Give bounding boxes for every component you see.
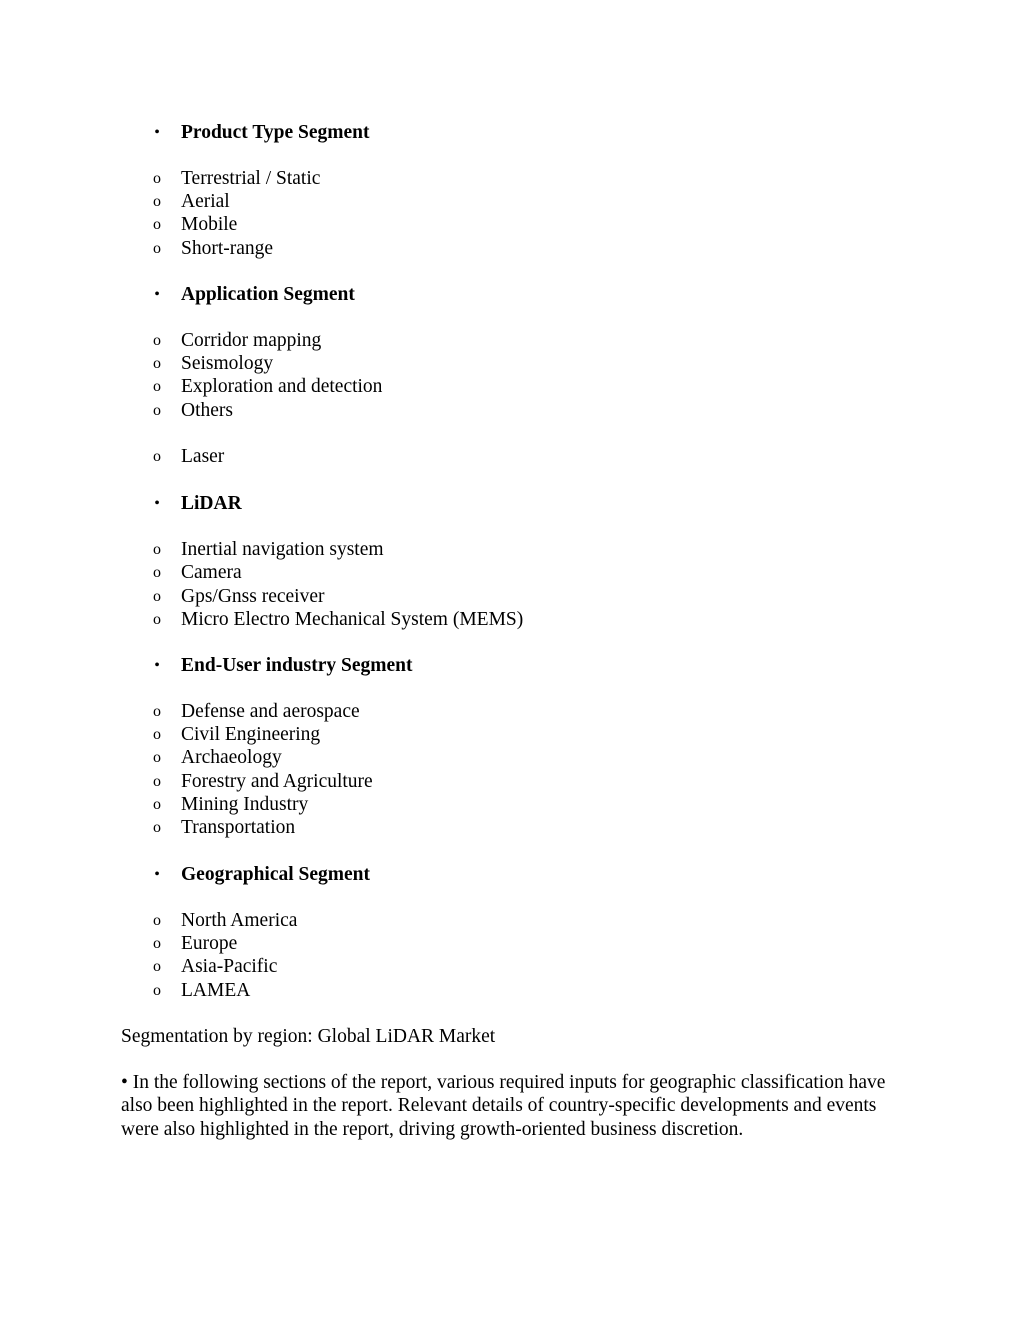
bullet-icon: • xyxy=(154,124,160,141)
region-line: Segmentation by region: Global LiDAR Market xyxy=(121,1026,496,1047)
circle-bullet-icon: o xyxy=(153,796,161,813)
circle-bullet-icon: o xyxy=(153,935,161,952)
body-paragraph: • In the following sections of the report, various required inputs for geographic classification have also been highlighted in the report. Relevant details of country-specific developments and events were also highlighted in the report, driving growth-oriented business discretion. xyxy=(121,1072,886,1140)
list-item-label: Camera xyxy=(181,562,242,583)
circle-bullet-icon: o xyxy=(153,588,161,605)
circle-bullet-icon: o xyxy=(153,541,161,558)
circle-bullet-icon: o xyxy=(153,982,161,999)
list-item-label: Aerial xyxy=(181,191,230,212)
list-item-label: Defense and aerospace xyxy=(181,701,360,722)
circle-bullet-icon: o xyxy=(153,355,161,372)
circle-bullet-icon: o xyxy=(153,378,161,395)
list-item-label: Short-range xyxy=(181,238,274,259)
bullet-icon: • xyxy=(154,657,160,674)
list-item-label: Others xyxy=(181,400,233,421)
list-item-label: Civil Engineering xyxy=(181,724,321,745)
circle-bullet-icon: o xyxy=(153,216,161,233)
circle-bullet-icon: o xyxy=(153,332,161,349)
circle-bullet-icon: o xyxy=(153,819,161,836)
section-heading: Geographical Segment xyxy=(181,864,371,885)
circle-bullet-icon: o xyxy=(153,170,161,187)
list-item-label: Mining Industry xyxy=(181,794,309,815)
list-item-label: Archaeology xyxy=(181,747,282,768)
list-item-label: North America xyxy=(181,910,298,931)
circle-bullet-icon: o xyxy=(153,703,161,720)
circle-bullet-icon: o xyxy=(153,564,161,581)
list-item-label: Seismology xyxy=(181,353,274,374)
circle-bullet-icon: o xyxy=(153,912,161,929)
list-item-label: Gps/Gnss receiver xyxy=(181,586,325,607)
list-item-label: Asia-Pacific xyxy=(181,956,278,977)
bullet-icon: • xyxy=(154,866,160,883)
list-item-label: Transportation xyxy=(181,817,296,838)
list-item-label: Micro Electro Mechanical System (MEMS) xyxy=(181,609,524,630)
circle-bullet-icon: o xyxy=(153,240,161,257)
bullet-icon: • xyxy=(154,286,160,303)
list-item-label: Terrestrial / Static xyxy=(181,168,321,189)
circle-bullet-icon: o xyxy=(153,726,161,743)
list-item-label: Europe xyxy=(181,933,238,954)
list-item-label: Inertial navigation system xyxy=(181,539,384,560)
section-heading: End-User industry Segment xyxy=(181,655,413,676)
list-item-label: Forestry and Agriculture xyxy=(181,771,373,792)
bullet-icon: • xyxy=(154,495,160,512)
list-item-label: Corridor mapping xyxy=(181,330,322,351)
list-item-label: Laser xyxy=(181,446,225,467)
circle-bullet-icon: o xyxy=(153,402,161,419)
circle-bullet-icon: o xyxy=(153,193,161,210)
circle-bullet-icon: o xyxy=(153,611,161,628)
section-heading: Application Segment xyxy=(181,284,355,305)
circle-bullet-icon: o xyxy=(153,448,161,465)
section-heading: LiDAR xyxy=(181,493,242,514)
list-item-label: Mobile xyxy=(181,214,238,235)
circle-bullet-icon: o xyxy=(153,749,161,766)
circle-bullet-icon: o xyxy=(153,958,161,975)
circle-bullet-icon: o xyxy=(153,773,161,790)
section-heading: Product Type Segment xyxy=(181,122,370,143)
list-item-label: Exploration and detection xyxy=(181,376,383,397)
list-item-label: LAMEA xyxy=(181,980,251,1001)
